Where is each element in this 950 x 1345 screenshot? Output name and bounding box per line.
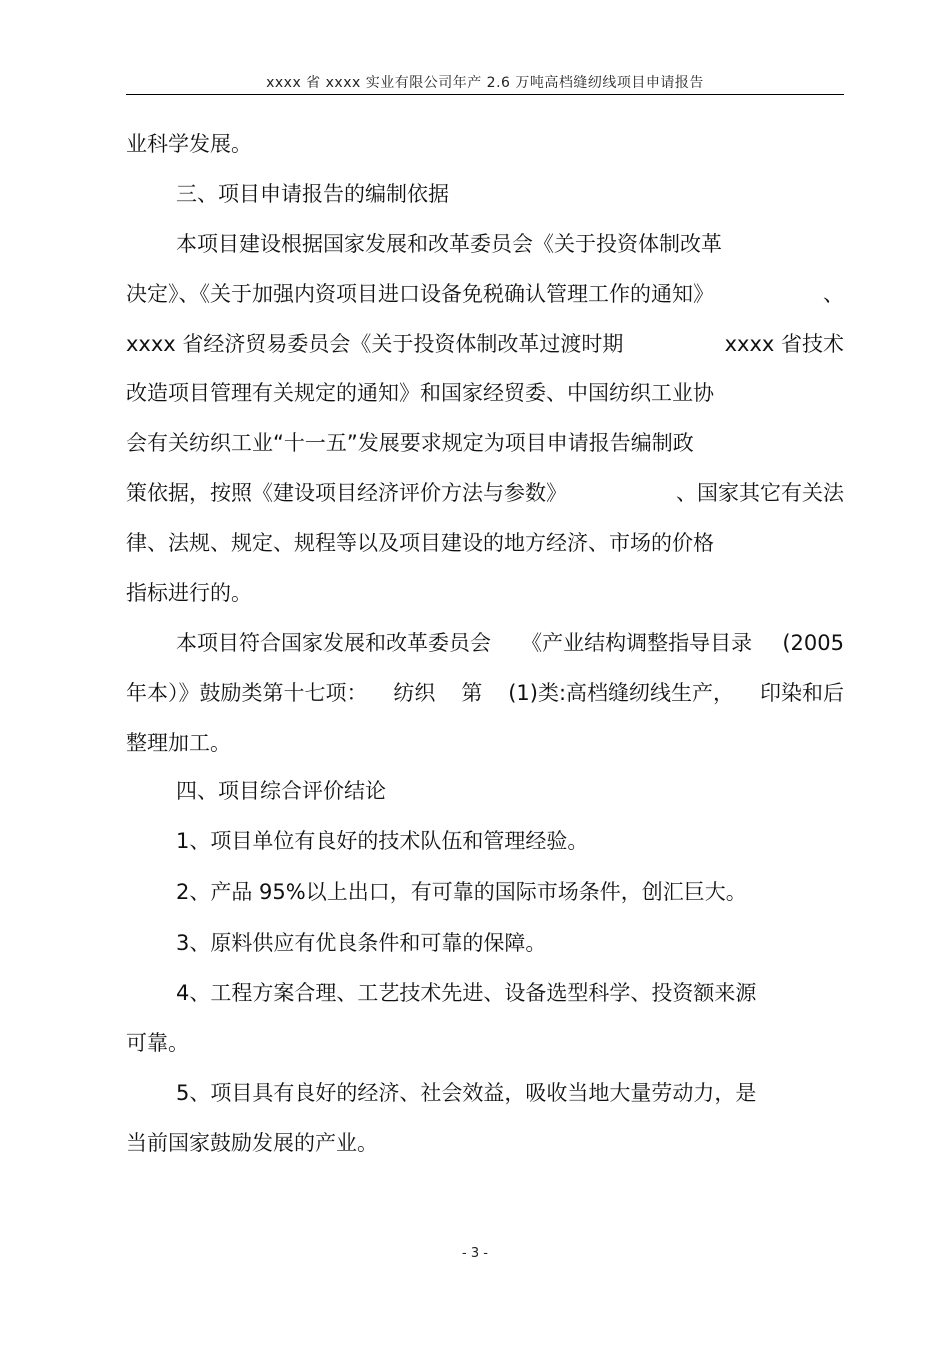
catalog-line-1-c: (2005 xyxy=(782,631,844,655)
catalog-line-1-a: 本项目符合国家发展和改革委员会 xyxy=(176,631,491,655)
conclusion-item-1: 1、项目单位有良好的技术队伍和管理经验。 xyxy=(176,829,589,853)
header-rule xyxy=(126,94,844,95)
catalog-line-2-e: 印染和后 xyxy=(759,681,844,705)
catalog-line-2-b: 纺织 xyxy=(393,681,436,705)
basis-line-7: 律、法规、规定、规程等以及项目建设的地方经济、市场的价格 xyxy=(126,531,714,555)
catalog-line-2-d: (1)类:高档缝纫线生产， xyxy=(508,681,735,705)
paragraph-continuation: 业科学发展。 xyxy=(126,132,252,156)
basis-line-6-text-b: 、国家其它有关法 xyxy=(676,481,844,505)
conclusion-item-2: 2、产品 95%以上出口，有可靠的国际市场条件，创汇巨大。 xyxy=(176,880,747,904)
basis-line-3-text-a: xxxx 省经济贸易委员会《关于投资体制改革过渡时期 xyxy=(126,332,624,356)
basis-line-3 xyxy=(126,331,844,357)
catalog-line-1-b: 《产业结构调整指导目录 xyxy=(521,631,753,655)
basis-line-1: 本项目建设根据国家发展和改革委员会《关于投资体制改革 xyxy=(176,232,722,256)
section-heading-4: 四、项目综合评价结论 xyxy=(176,779,386,803)
basis-line-4: 改造项目管理有关规定的通知》和国家经贸委、中国纺织工业协 xyxy=(126,381,714,405)
conclusion-item-5-line-2: 当前国家鼓励发展的产业。 xyxy=(126,1131,378,1155)
running-header: xxxx 省 xxxx 实业有限公司年产 2.6 万吨高档缝纫线项目申请报告 xyxy=(266,75,704,91)
catalog-line-2-c: 第 xyxy=(461,681,483,705)
basis-line-2 xyxy=(126,281,844,307)
conclusion-item-4-line-1: 4、工程方案合理、工艺技术先进、设备选型科学、投资额来源 xyxy=(176,981,757,1005)
basis-line-5: 会有关纺织工业“十一五”发展要求规定为项目申请报告编制政 xyxy=(126,431,694,455)
catalog-line-2-a: 年本）》鼓励类第十七项： xyxy=(126,681,368,705)
basis-line-6 xyxy=(126,480,844,506)
catalog-line-3: 整理加工。 xyxy=(126,731,231,755)
basis-line-8: 指标进行的。 xyxy=(126,581,252,605)
basis-line-2-text: 决定》、《关于加强内资项目进口设备免税确认管理工作的通知》 xyxy=(126,282,714,306)
basis-line-6-text-a: 策依据，按照《建设项目经济评价方法与参数》 xyxy=(126,481,567,505)
page-number: - 3 - xyxy=(462,1246,488,1261)
conclusion-item-4-line-2: 可靠。 xyxy=(126,1031,189,1055)
conclusion-item-3: 3、原料供应有优良条件和可靠的保障。 xyxy=(176,931,547,955)
catalog-line-2 xyxy=(126,680,844,706)
basis-line-3-text-b: xxxx 省技术 xyxy=(724,332,844,356)
section-heading-3: 三、项目申请报告的编制依据 xyxy=(176,182,449,206)
conclusion-item-5-line-1: 5、项目具有良好的经济、社会效益，吸收当地大量劳动力，是 xyxy=(176,1081,757,1105)
catalog-line-1 xyxy=(176,630,844,656)
basis-line-2-punct: 、 xyxy=(823,282,844,306)
